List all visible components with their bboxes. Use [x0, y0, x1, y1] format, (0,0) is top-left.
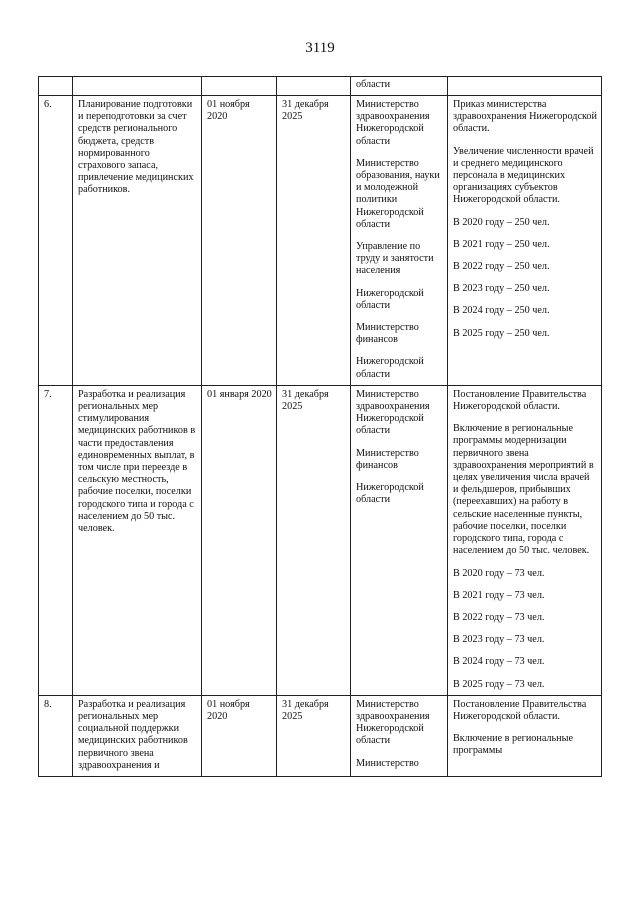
result-line: В 2020 году – 250 чел. — [453, 216, 550, 228]
cell-activity: Разработка и реализация региональных мер стимулирования медицинских работников в части предоставления единовременных выплат, в том числе при переезде в сельскую местность, рабочие поселки, поселки городского типа и города с населением до 50 тыс. человек. — [73, 385, 202, 695]
executor: Министерство образования, науки и молодежной политики Нижегородской области — [356, 157, 440, 230]
result-line: В 2025 году – 250 чел. — [453, 327, 550, 339]
cell-start: 01 января 2020 — [202, 385, 277, 695]
cell-executors — [351, 695, 448, 776]
result-line: В 2022 году – 73 чел. — [453, 611, 545, 623]
cell-executors — [351, 96, 448, 386]
executor: Нижегородской области — [356, 482, 424, 506]
cell-start — [202, 77, 277, 96]
cell-start: 01 ноября 2020 — [202, 96, 277, 386]
cell-result — [448, 77, 602, 96]
cell-result — [448, 695, 602, 776]
executor: Министерство здравоохранения Нижегородской области — [356, 388, 430, 437]
cell-num: 8. — [39, 695, 73, 776]
table-row — [39, 385, 602, 695]
executor: Министерство — [356, 757, 419, 769]
result-line: В 2025 году – 73 чел. — [453, 678, 545, 690]
executor: Нижегородской области — [356, 356, 424, 380]
cell-result — [448, 96, 602, 386]
cell-end: 31 декабря 2025 — [277, 96, 351, 386]
result-line: В 2024 году – 250 чел. — [453, 305, 550, 317]
executor: Министерство финансов — [356, 447, 419, 471]
result-line: Постановление Правительства Нижегородской области. — [453, 698, 587, 722]
cell-result — [448, 385, 602, 695]
executor: Министерство здравоохранения Нижегородской области — [356, 698, 430, 747]
executor: Нижегородской области — [356, 287, 424, 311]
cell-activity: Планирование подготовки и переподготовки за счет средств регионального бюджета, средств нормированного страхового запаса, привлечение медицинских работников. — [73, 96, 202, 386]
cell-end — [277, 77, 351, 96]
table-row — [39, 96, 602, 386]
result-line: В 2023 году – 73 чел. — [453, 634, 545, 646]
measures-table — [38, 76, 602, 777]
cell-executors: области — [351, 77, 448, 96]
table-row — [39, 695, 602, 776]
executor: Министерство здравоохранения Нижегородской области — [356, 99, 430, 147]
table-row — [39, 77, 602, 96]
result-line: Увеличение численности врачей и среднего медицинского персонала в медицинских организациях субъектов Нижегородской области. — [453, 145, 594, 206]
cell-executors — [351, 385, 448, 695]
cell-num — [39, 77, 73, 96]
cell-num: 7. — [39, 385, 73, 695]
result-line: Включение в региональные программы — [453, 733, 573, 757]
cell-end: 31 декабря 2025 — [277, 695, 351, 776]
cell-end: 31 декабря 2025 — [277, 385, 351, 695]
result-line: Постановление Правительства Нижегородской области. — [453, 388, 587, 413]
result-line: В 2020 году – 73 чел. — [453, 567, 545, 579]
cell-activity — [73, 77, 202, 96]
executor: Министерство финансов — [356, 322, 419, 346]
cell-num: 6. — [39, 96, 73, 386]
result-line: В 2021 году – 73 чел. — [453, 589, 545, 601]
page-number: 3119 — [305, 40, 335, 56]
result-line: Включение в региональные программы модернизации первичного звена здравоохранения мероприятий в целях увеличения числа врачей и фельдшеров, прибывших (переехавших) на работу в сельские населенные пункты, рабочие поселки, поселки городского типа, города с населением до 50 тыс. человек. — [453, 423, 594, 557]
executor: Управление по труду и занятости населения — [356, 241, 434, 277]
result-line: В 2021 году – 250 чел. — [453, 238, 550, 250]
cell-start: 01 ноября 2020 — [202, 695, 277, 776]
result-line: Приказ министерства здравоохранения Нижегородской области. — [453, 99, 597, 135]
cell-activity: Разработка и реализация региональных мер социальной поддержки медицинских работников первичного звена здравоохранения и — [73, 695, 202, 776]
result-line: В 2023 году – 250 чел. — [453, 283, 550, 295]
result-line: В 2022 году – 250 чел. — [453, 261, 550, 273]
result-line: В 2024 году – 73 чел. — [453, 656, 545, 668]
